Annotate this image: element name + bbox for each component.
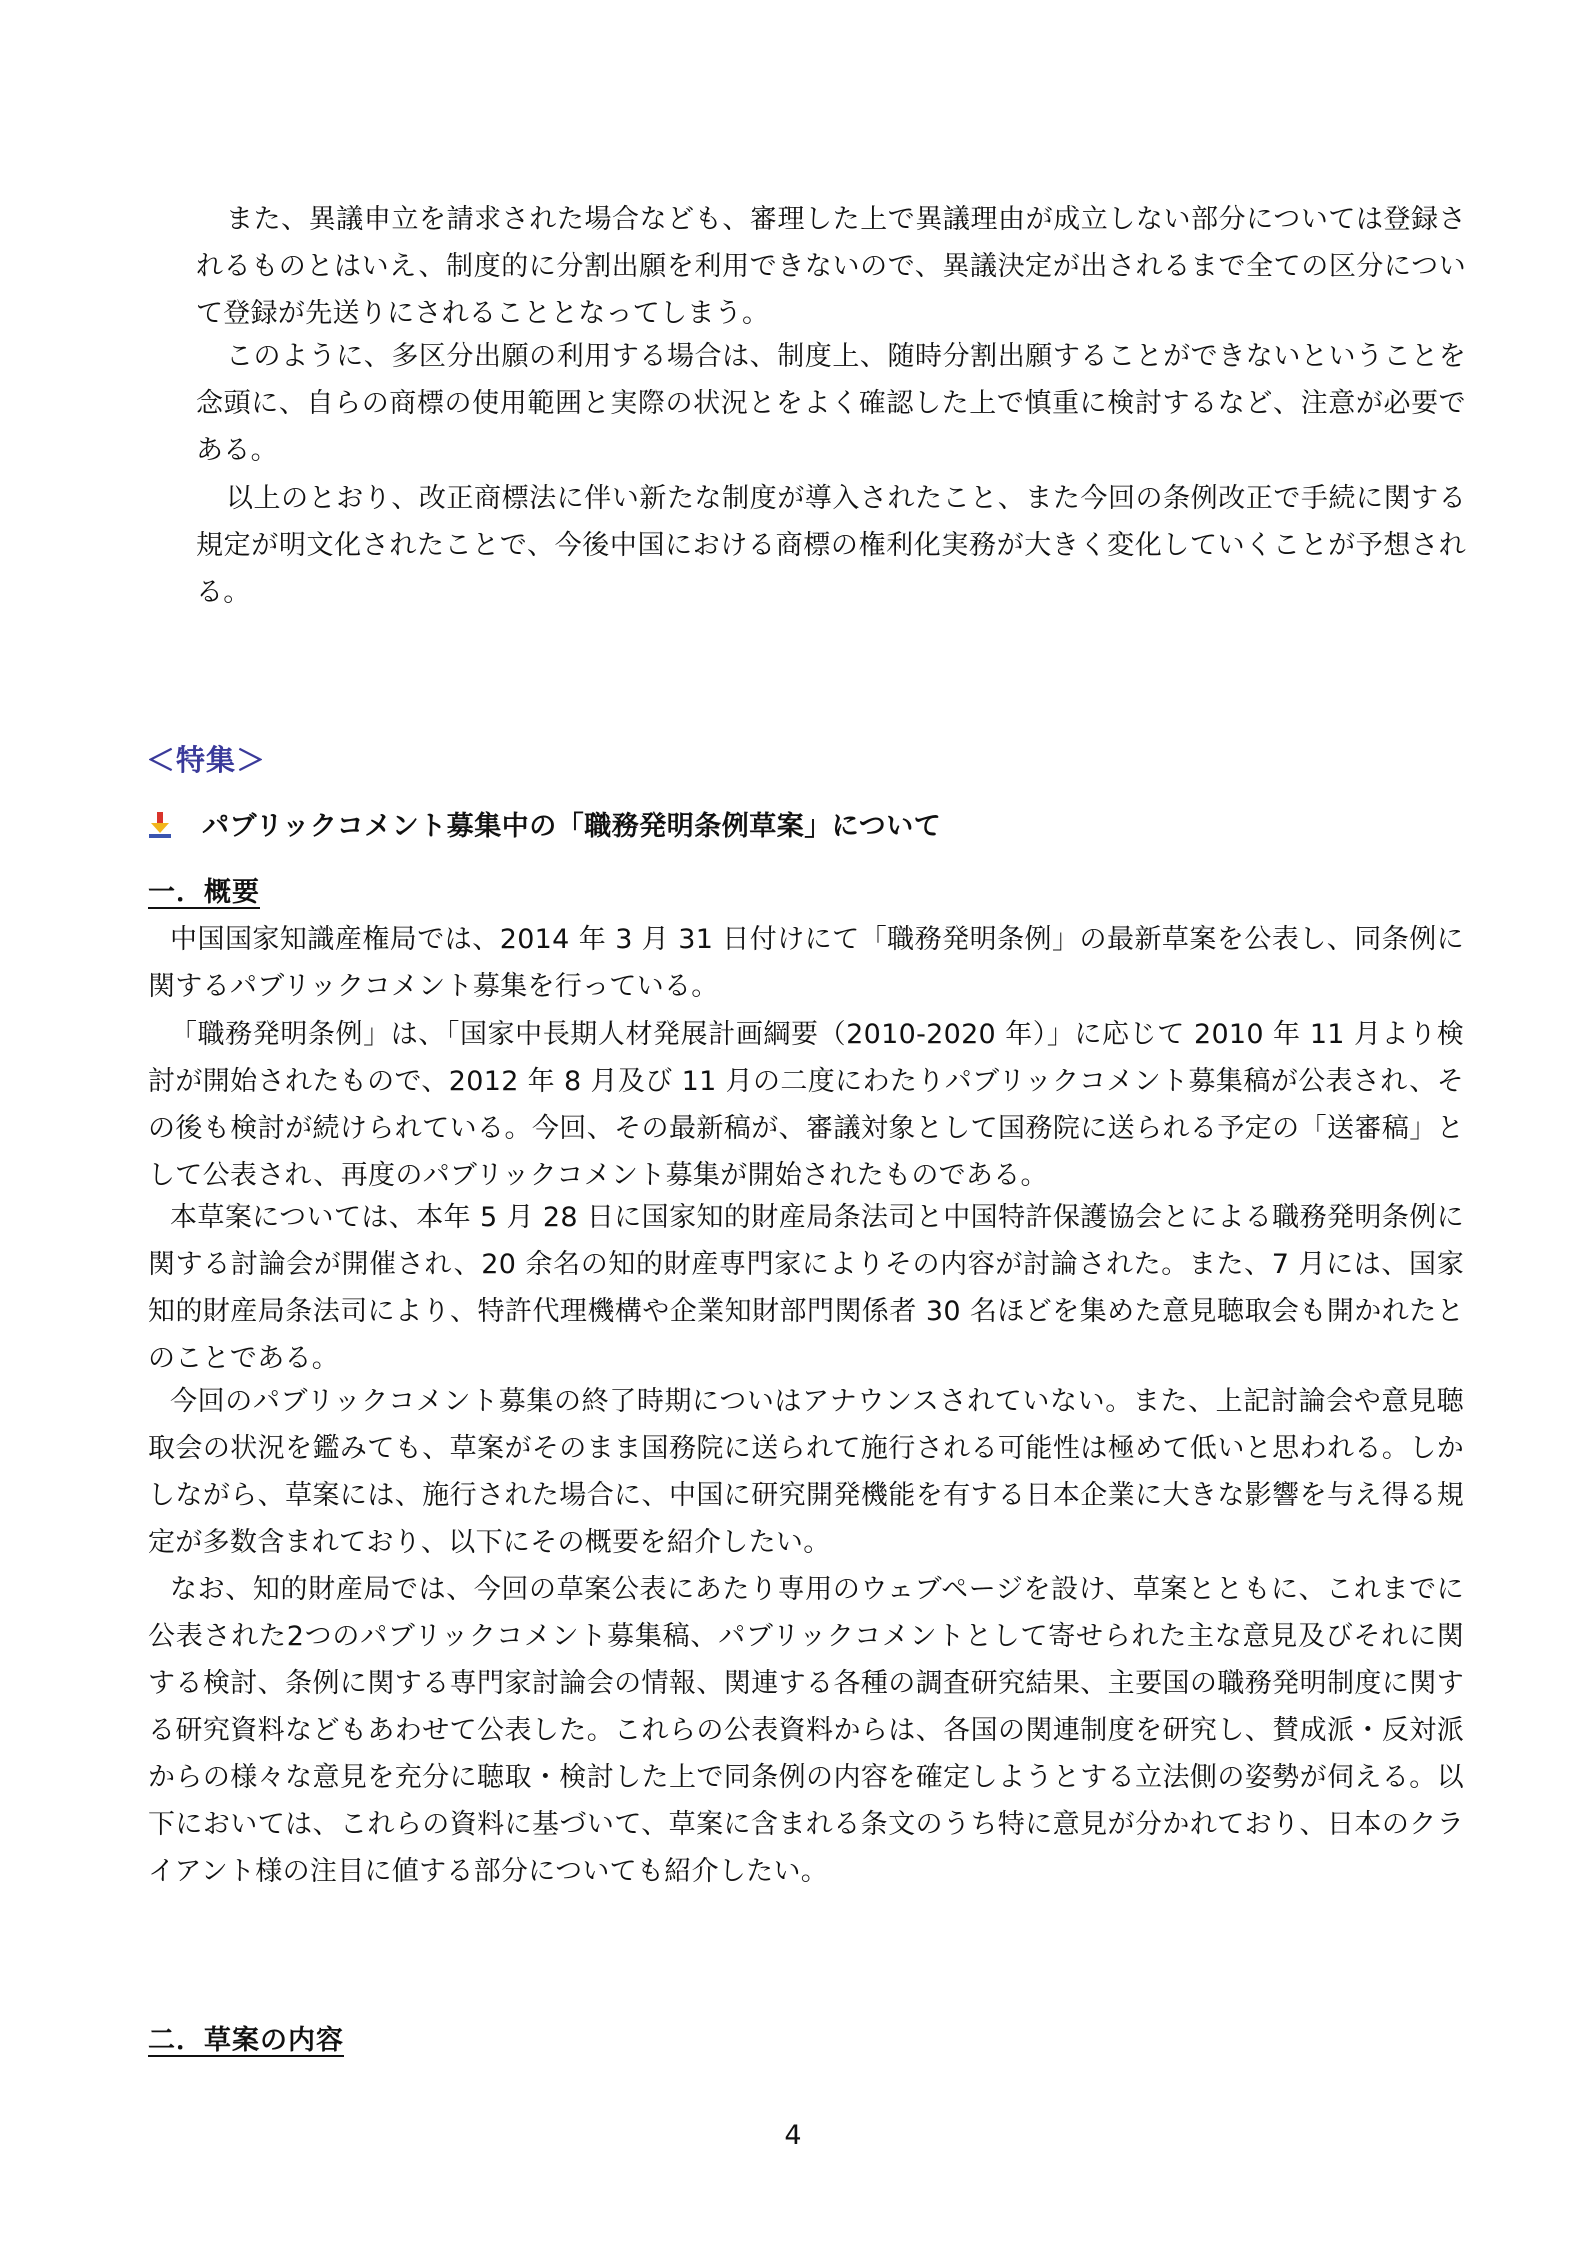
- section-heading-draft-contents: 二．草案の内容: [148, 2025, 344, 2056]
- bullet-arrow-icon: [148, 811, 174, 839]
- overview-paragraph-3: 本草案については、本年 5 月 28 日に国家知的財産局条法司と中国特許保護協会とによる職務発明条例に関する討論会が開催され、20 余名の知的財産専門家によりその内容が討論された。また、7 月には、国家知的財産局条法司により、特許代理機構や企業知財部門関係者 30 名ほどを集めた意見聴取会も開かれたとのことである。: [148, 1202, 1464, 1374]
- intro-paragraph-1: また、異議申立を請求された場合なども、審理した上で異議理由が成立しない部分については登録されるものとはいえ、制度的に分割出願を利用できないので、異議決定が出されるまで全ての区分について登録が先送りにされることとなってしまう。: [196, 204, 1466, 329]
- overview-paragraph-1: 中国国家知識産権局では、2014 年 3 月 31 日付けにて「職務発明条例」の最新草案を公表し、同条例に関するパブリックコメント募集を行っている。: [148, 924, 1464, 1002]
- page-number: 4: [784, 2120, 802, 2151]
- feature-heading: ＜特集＞: [146, 743, 267, 777]
- overview-paragraph-5: なお、知的財産局では、今回の草案公表にあたり専用のウェブページを設け、草案とともに、これまでに公表された2つのパブリックコメント募集稿、パブリックコメントとして寄せられた主な意見及びそれに関する検討、条例に関する専門家討論会の情報、関連する各種の調査研究結果、主要国の職務発明制度に関する研究資料などもあわせて公表した。これらの公表資料からは、各国の関連制度を研究し、賛成派・反対派からの様々な意見を充分に聴取・検討した上で同条例の内容を確定しようとする立法側の姿勢が伺える。以下においては、これらの資料に基づいて、草案に含まれる条文のうち特に意見が分かれており、日本のクライアント様の注目に値する部分についても紹介したい。: [148, 1574, 1464, 1887]
- overview-paragraph-4: 今回のパブリックコメント募集の終了時期についはアナウンスされていない。また、上記討論会や意見聴取会の状況を鑑みても、草案がそのまま国務院に送られて施行される可能性は極めて低いと思われる。しかしながら、草案には、施行された場合に、中国に研究開発機能を有する日本企業に大きな影響を与え得る規定が多数含まれており、以下にその概要を紹介したい。: [148, 1386, 1464, 1558]
- feature-topic-title: パブリックコメント募集中の「職務発明条例草案」について: [202, 811, 942, 842]
- intro-paragraph-3: 以上のとおり、改正商標法に伴い新たな制度が導入されたこと、また今回の条例改正で手続に関する規定が明文化されたことで、今後中国における商標の権利化実務が大きく変化していくことが予想される。: [196, 483, 1466, 608]
- section-heading-overview: 一．概要: [148, 877, 260, 908]
- intro-paragraph-2: このように、多区分出願の利用する場合は、制度上、随時分割出願することができないということを念頭に、自らの商標の使用範囲と実際の状況とをよく確認した上で慎重に検討するなど、注意が必要である。: [196, 341, 1466, 466]
- overview-paragraph-2: 「職務発明条例」は、「国家中長期人材発展計画綱要（2010-2020 年）」に応じて 2010 年 11 月より検討が開始されたもので、2012 年 8 月及び 11 月の二度にわたりパブリックコメント募集稿が公表され、その後も検討が続けられている。今回、その最新稿が、審議対象として国務院に送られる予定の「送審稿」として公表され、再度のパブリックコメント募集が開始されたものである。: [148, 1019, 1464, 1191]
- feature-topic: [148, 804, 941, 843]
